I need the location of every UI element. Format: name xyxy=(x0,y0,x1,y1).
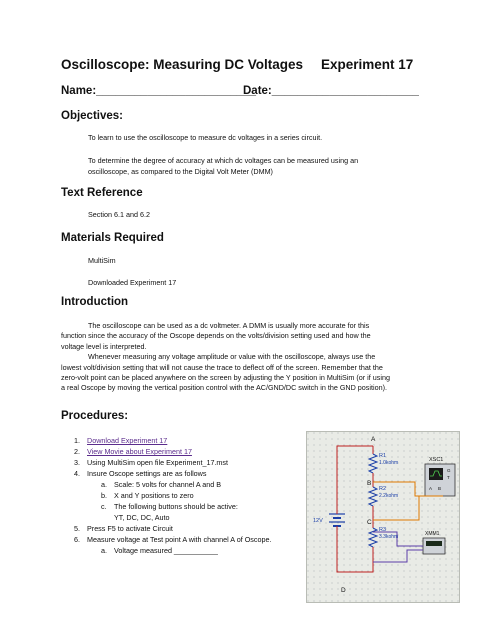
procedure-substep: a. Scale: 5 volts for channel A and B xyxy=(101,480,222,489)
introduction-heading: Introduction xyxy=(61,296,129,308)
intro-line: function since the accuracy of the Oscope depends on the volts/division setting used and how the xyxy=(61,331,371,341)
intro-line: voltage level is interpreted. xyxy=(61,341,147,351)
objective-2-line2: oscilloscope, as compared to the Digital Volt Meter (DMM) xyxy=(88,167,273,176)
r1-label: R1 xyxy=(379,453,387,459)
source-label: 12V xyxy=(313,518,323,524)
scope-a-terminal: A xyxy=(429,486,433,491)
procedure-substep: c. The following buttons should be active: xyxy=(101,502,238,511)
intro-line: Whenever measuring any voltage amplitude or value with the oscilloscope, always use the xyxy=(88,352,376,362)
scope-b-terminal: B xyxy=(438,486,442,491)
objective-1: To learn to use the oscilloscope to measure dc voltages in a series circuit. xyxy=(88,133,323,142)
procedure-substep: YT, DC, DC, Auto xyxy=(114,513,170,522)
introduction-body xyxy=(61,321,441,394)
meter-label: XMM1 xyxy=(425,531,440,537)
r2-value: 2.2kohm xyxy=(379,493,399,499)
scope-label: XSC1 xyxy=(429,457,444,463)
procedure-step: 1. Download Experiment 17 xyxy=(74,436,168,445)
node-a-label: A xyxy=(371,436,376,443)
text-reference-heading: Text Reference xyxy=(61,187,143,199)
objective-2-line1: To determine the degree of accuracy at which dc voltages can be measured using an xyxy=(88,156,359,165)
scope-t-terminal: T xyxy=(447,475,450,480)
material-item-2: Downloaded Experiment 17 xyxy=(88,278,177,287)
procedure-list xyxy=(74,435,271,556)
experiment-number: Experiment 17 xyxy=(321,57,414,72)
procedure-substep: a. Voltage measured ___________ xyxy=(101,546,218,555)
node-c-label: C xyxy=(367,519,372,526)
r3-value: 3.3kohm xyxy=(379,534,399,540)
procedure-step: 3. Using MultiSim open file Experiment_17.mst xyxy=(74,458,229,467)
node-d-label: D xyxy=(341,587,346,594)
procedure-step: 4. Insure Oscope settings are as follows xyxy=(74,469,207,478)
scope-g-terminal: G xyxy=(447,468,451,473)
procedure-step: 5. Press F5 to activate Circuit xyxy=(74,524,173,533)
r3-label: R3 xyxy=(379,527,387,533)
objectives-heading: Objectives: xyxy=(61,110,123,122)
view-movie-link[interactable]: View Movie about Experiment 17 xyxy=(87,447,192,456)
procedure-substep: b. X and Y positions to zero xyxy=(101,491,194,500)
node-b-label: B xyxy=(367,480,372,487)
materials-heading: Materials Required xyxy=(61,232,164,244)
intro-line: zero-volt point can be placed anywhere on the screen by adjusting the Y position in MultiSim (or if using xyxy=(61,373,390,383)
multimeter-xmm1 xyxy=(423,538,445,554)
intro-line: a real Oscope by moving the vertical position control with the AC/GND/DC switch in the GND position). xyxy=(61,383,387,393)
date-field: Date:_______________________ xyxy=(243,85,419,97)
page-title: Oscilloscope: Measuring DC Voltages xyxy=(61,57,304,72)
material-item-1: MultiSim xyxy=(88,256,116,265)
r2-label: R2 xyxy=(379,486,387,492)
text-reference-item: Section 6.1 and 6.2 xyxy=(88,210,150,219)
procedure-step: 6. Measure voltage at Test point A with channel A of Oscope. xyxy=(74,535,272,544)
intro-line: lowest volt/division setting that will not cause the trace to deflect off of the screen. Remember that the xyxy=(61,362,383,372)
procedures-heading: Procedures: xyxy=(61,410,129,422)
r1-value: 1.0kohm xyxy=(379,460,399,466)
circuit-schematic xyxy=(306,431,460,603)
intro-line: The oscilloscope can be used as a dc voltmeter. A DMM is usually more accurate for this xyxy=(88,321,370,330)
download-experiment-link[interactable]: Download Experiment 17 xyxy=(87,436,168,445)
procedure-step: 2. View Movie about Experiment 17 xyxy=(74,447,192,456)
name-field: Name:_________________________ xyxy=(61,85,257,97)
